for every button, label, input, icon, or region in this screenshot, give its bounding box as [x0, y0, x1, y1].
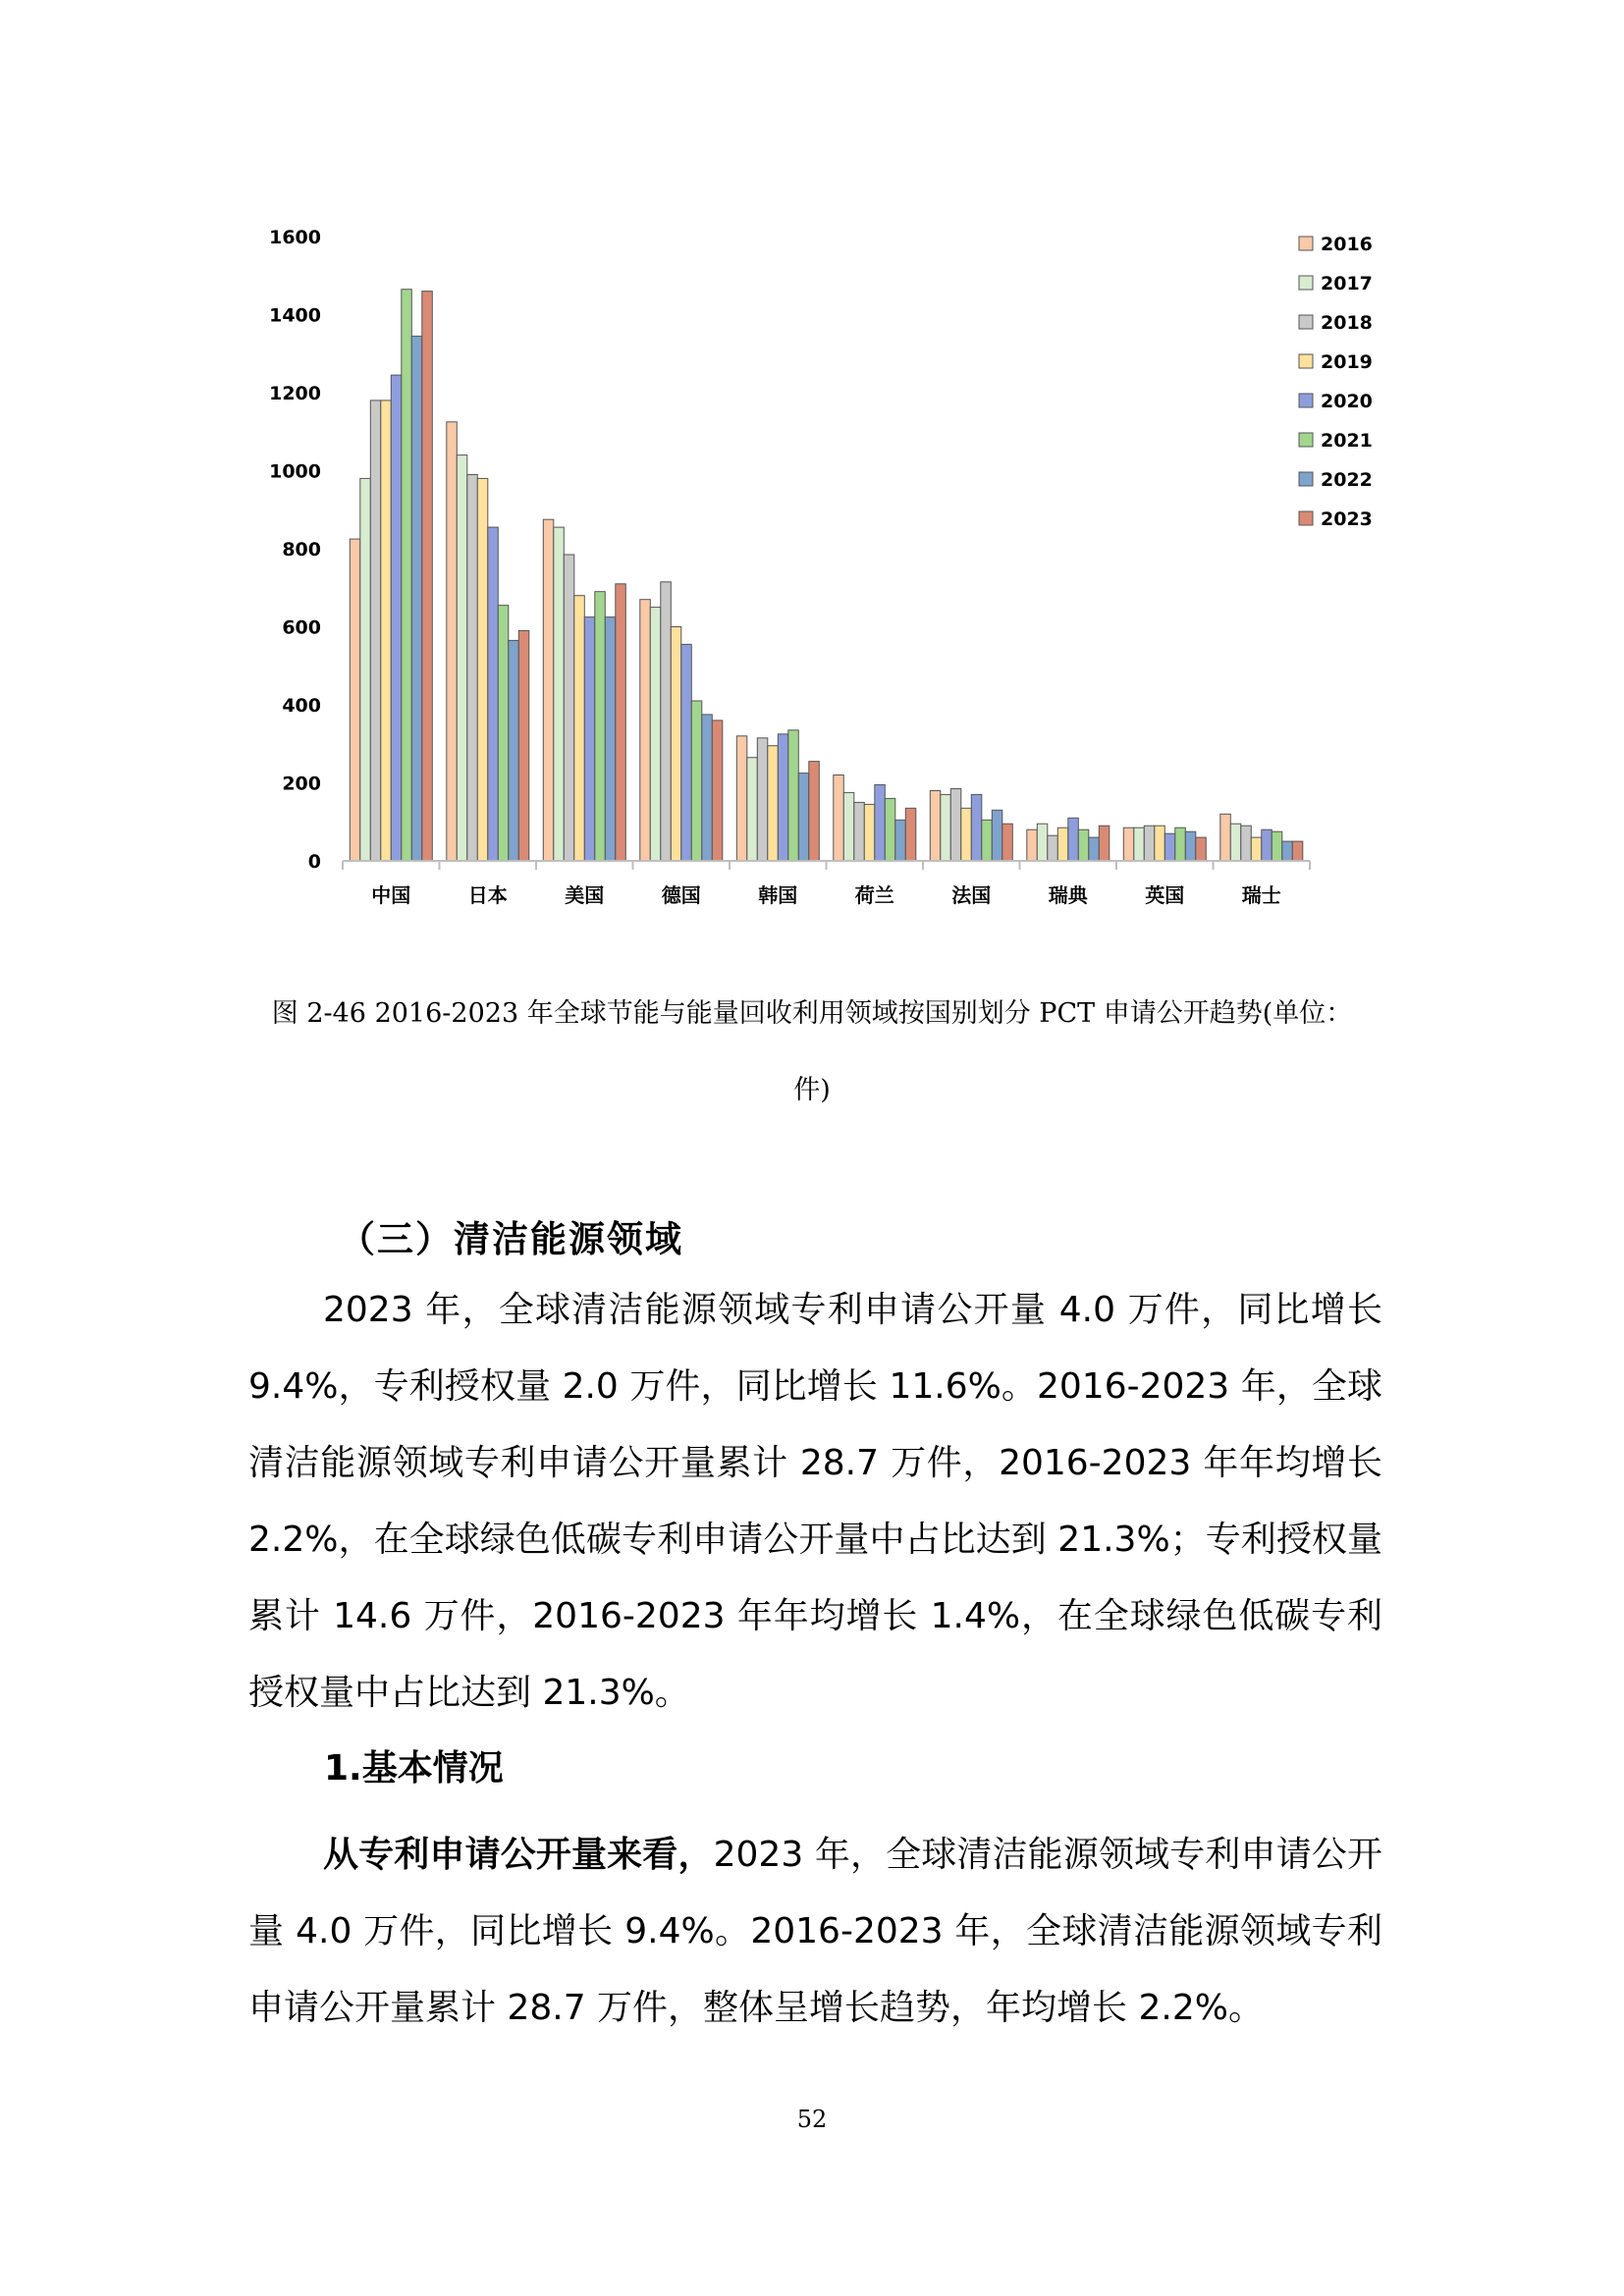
bar-2023-8 [1196, 837, 1207, 861]
bar-2016-4 [736, 736, 747, 861]
legend-swatch-2018 [1299, 315, 1313, 329]
legend-swatch-2023 [1299, 511, 1313, 525]
bar-2023-6 [1002, 824, 1013, 861]
bar-2018-0 [370, 400, 381, 861]
x-category-label: 英国 [1145, 883, 1185, 907]
x-category-label: 中国 [371, 883, 411, 907]
bar-2017-6 [941, 794, 951, 861]
bar-2016-8 [1123, 828, 1134, 861]
bar-2021-4 [788, 730, 799, 861]
x-category-label: 韩国 [758, 883, 798, 907]
legend-swatch-2016 [1299, 237, 1313, 250]
bar-2016-9 [1220, 814, 1231, 861]
bar-2021-3 [691, 701, 702, 861]
y-axis-tick-labels [269, 227, 321, 873]
bar-2023-0 [422, 292, 433, 861]
bar-2020-6 [971, 794, 982, 861]
bar-2022-8 [1185, 831, 1196, 861]
y-tick-label: 1600 [269, 227, 321, 248]
legend-swatch-2020 [1299, 394, 1313, 407]
bar-2020-1 [488, 527, 499, 861]
bar-2018-9 [1241, 826, 1252, 861]
bar-2016-7 [1027, 829, 1038, 861]
x-category-label: 美国 [565, 883, 605, 907]
bar-2020-0 [391, 375, 402, 861]
bar-2023-2 [616, 584, 626, 861]
bar-2016-6 [930, 791, 941, 862]
paragraph-1: 2023 年，全球清洁能源领域专利申请公开量 4.0 万件，同比增长 9.4%，专利授权量 2.0 万件，同比增长 11.6%。2016-2023 年，全球清洁能源领域专利申请公开量累计 28.7 万件，2016-2023 年年均增长 2.2%，在全球绿色低碳专利申请公开量中占比达到 21.3%；专利授权量累计 14.6 万件，2016-2023 年年均增长 1.4%，在全球绿色低碳专利授权量中占比达到 21.3%。 [248, 1290, 1382, 1713]
y-tick-label: 400 [282, 695, 321, 717]
legend-label-2016: 2016 [1321, 234, 1373, 255]
bar-2019-2 [574, 596, 585, 861]
paragraph-2 [248, 1817, 1382, 2047]
legend-label-2023: 2023 [1321, 508, 1373, 530]
legend-swatch-2022 [1299, 472, 1313, 486]
legend-swatch-2019 [1299, 354, 1313, 368]
bar-2018-3 [661, 582, 672, 861]
bar-2016-1 [447, 422, 458, 861]
x-category-label: 德国 [661, 883, 701, 907]
paragraph-2-lead: 从专利申请公开量来看， [323, 1835, 714, 1875]
legend-label-2018: 2018 [1321, 312, 1373, 334]
bar-2018-8 [1144, 826, 1155, 861]
bar-2019-8 [1155, 826, 1165, 861]
bar-2019-0 [381, 400, 392, 861]
chart-bars [350, 290, 1303, 861]
legend-label-2021: 2021 [1321, 430, 1373, 452]
bar-2022-6 [992, 810, 1002, 861]
bar-2020-2 [584, 617, 595, 861]
bar-2019-9 [1251, 837, 1262, 861]
bar-2023-5 [905, 808, 916, 861]
bar-2021-0 [402, 290, 412, 861]
bar-2018-1 [467, 475, 478, 862]
bar-2018-2 [564, 555, 574, 861]
bar-2019-1 [477, 478, 488, 861]
bar-2021-6 [982, 820, 993, 861]
bar-2019-7 [1057, 828, 1068, 861]
x-category-label: 法国 [951, 883, 992, 907]
bar-2017-5 [843, 792, 854, 861]
bar-2023-7 [1099, 826, 1110, 861]
y-tick-label: 600 [282, 616, 321, 639]
bar-2023-3 [712, 721, 723, 861]
bar-2020-5 [875, 785, 886, 862]
x-category-label: 瑞士 [1241, 883, 1281, 907]
bar-2022-2 [605, 617, 616, 861]
bar-2021-9 [1272, 831, 1282, 861]
x-category-label: 荷兰 [854, 883, 894, 907]
x-category-label: 日本 [467, 883, 508, 907]
y-tick-label: 200 [282, 773, 321, 795]
bar-2021-8 [1175, 828, 1186, 861]
bar-2022-3 [702, 715, 713, 861]
bar-2022-0 [411, 336, 422, 861]
bar-2016-0 [350, 539, 360, 861]
x-axis-ticks [343, 861, 1310, 870]
bar-2020-7 [1068, 818, 1079, 861]
subheading: 1.基本情况 [324, 1748, 504, 1789]
bar-2017-1 [457, 455, 467, 861]
bar-2018-7 [1048, 835, 1058, 861]
bar-2023-1 [518, 631, 529, 862]
legend-label-2020: 2020 [1321, 391, 1373, 412]
bar-2020-4 [778, 734, 788, 861]
bar-2016-2 [543, 519, 554, 861]
bar-2016-5 [834, 775, 844, 862]
bar-2022-9 [1282, 841, 1293, 861]
bar-2019-5 [864, 804, 875, 861]
bar-2023-9 [1292, 841, 1303, 861]
bar-2017-3 [650, 608, 661, 861]
bar-2018-5 [854, 802, 865, 861]
y-tick-label: 1400 [269, 304, 321, 327]
bar-2016-3 [640, 600, 651, 861]
bar-2017-7 [1037, 824, 1048, 861]
bar-2020-9 [1262, 829, 1272, 861]
y-tick-label: 1000 [269, 460, 321, 483]
figure-caption-line2: 件) [793, 1075, 831, 1105]
bar-2017-2 [554, 527, 565, 861]
bar-2019-6 [961, 808, 972, 861]
bar-2021-5 [885, 798, 895, 861]
bar-2021-2 [595, 592, 606, 861]
y-tick-label: 1200 [269, 383, 321, 404]
legend-label-2017: 2017 [1321, 273, 1373, 294]
bar-2019-3 [671, 627, 681, 862]
paragraph-2-body: 2023 年，全球清洁能源领域专利申请公开量 4.0 万件，同比增长 9.4%。2016-2023 年，全球清洁能源领域专利申请公开量累计 28.7 万件，整体呈增长趋势，年均增长 2.2%。 [248, 1835, 1382, 2028]
bar-2022-5 [895, 820, 906, 861]
legend-swatch-2021 [1299, 433, 1313, 447]
figure-caption-line1: 图 2-46 2016-2023 年全球节能与能量回收利用领域按国别划分 PCT 申请公开趋势(单位： [271, 998, 1353, 1029]
bar-2021-1 [498, 606, 509, 861]
page-number: 52 [796, 2106, 828, 2133]
y-tick-label: 0 [307, 851, 321, 873]
legend-swatch-2017 [1299, 276, 1313, 290]
bar-2021-7 [1078, 829, 1089, 861]
legend-label-2022: 2022 [1321, 469, 1373, 491]
bar-2019-4 [768, 746, 779, 861]
y-tick-label: 800 [282, 539, 321, 561]
x-axis-category-labels [371, 883, 1281, 907]
bar-chart [0, 0, 1624, 942]
bar-2022-7 [1089, 837, 1100, 861]
bar-2023-4 [809, 762, 820, 861]
bar-2017-0 [360, 478, 371, 861]
bar-2017-4 [747, 758, 758, 861]
x-category-label: 瑞典 [1048, 883, 1088, 907]
bar-2017-8 [1134, 828, 1145, 861]
bar-2022-1 [509, 640, 519, 861]
bar-2017-9 [1230, 824, 1241, 861]
bar-2020-8 [1164, 833, 1175, 861]
section-heading: （三）清洁能源领域 [339, 1218, 683, 1260]
chart-legend [1299, 234, 1373, 530]
bar-2018-6 [950, 789, 961, 862]
legend-label-2019: 2019 [1321, 351, 1373, 373]
bar-2020-3 [681, 644, 692, 861]
bar-2018-4 [757, 738, 768, 861]
bar-2022-4 [798, 774, 809, 861]
